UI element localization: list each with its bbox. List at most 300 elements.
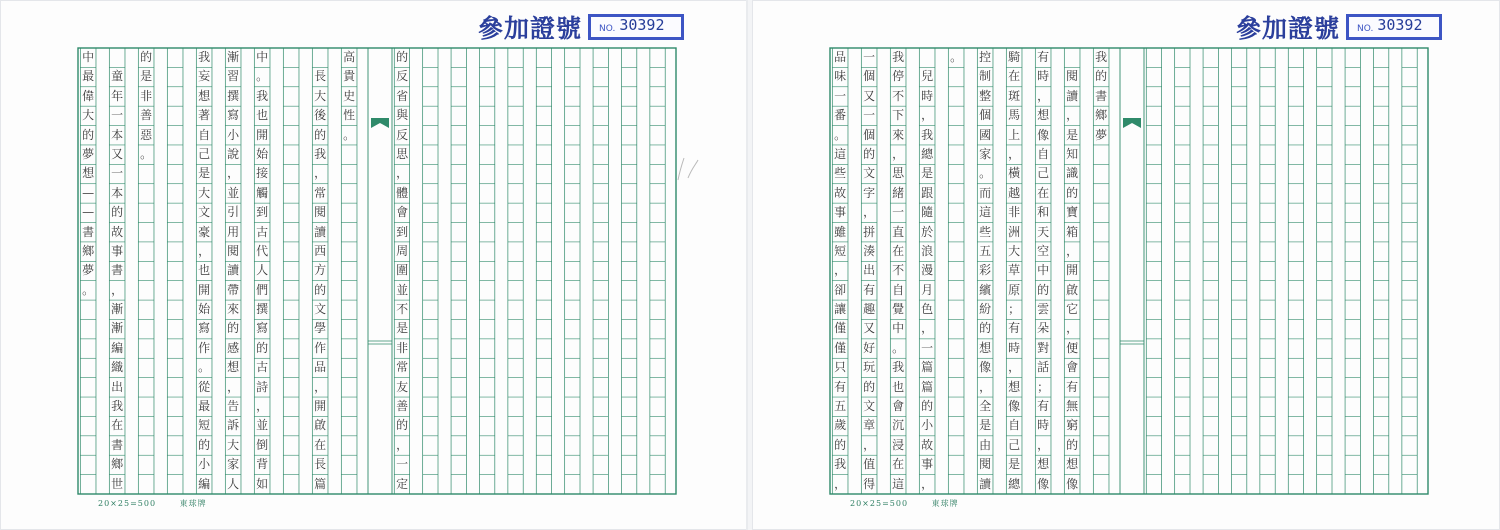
essay-char: 閱 bbox=[227, 243, 240, 258]
essay-char: 像 bbox=[979, 360, 992, 375]
essay-char: 童 bbox=[111, 69, 124, 84]
essay-char: 章 bbox=[863, 418, 876, 433]
essay-char: 善 bbox=[396, 399, 409, 414]
essay-char: 原 bbox=[1008, 282, 1021, 297]
essay-char bbox=[1061, 48, 1083, 67]
essay-char: ， bbox=[892, 146, 905, 161]
essay-char: 。 bbox=[979, 166, 992, 181]
essay-char: 時 bbox=[1008, 340, 1021, 355]
essay-char: 僅 bbox=[834, 340, 847, 355]
essay-char: ， bbox=[1066, 108, 1079, 123]
essay-char: 馬 bbox=[1008, 108, 1021, 123]
essay-char: 越 bbox=[1008, 185, 1021, 200]
essay-char: 這 bbox=[892, 476, 905, 491]
essay-char: 閱 bbox=[1066, 69, 1079, 84]
essay-char: ， bbox=[396, 437, 409, 452]
essay-char: 中 bbox=[1037, 263, 1050, 278]
essay-char: 在 bbox=[892, 243, 905, 258]
essay-char: 來 bbox=[227, 302, 240, 317]
essay-char: 拼 bbox=[863, 224, 876, 239]
essay-char: 箱 bbox=[1066, 224, 1079, 239]
essay-char: 事 bbox=[834, 205, 847, 220]
essay-char: 有 bbox=[834, 379, 847, 394]
essay-char: 有 bbox=[863, 282, 876, 297]
essay-char: 是 bbox=[979, 418, 992, 433]
essay-char: ， bbox=[863, 437, 876, 452]
essay-char bbox=[309, 48, 331, 67]
paper-footer-right bbox=[850, 498, 959, 509]
essay-char: 自 bbox=[1037, 146, 1050, 161]
essay-column bbox=[193, 48, 215, 494]
essay-char: 寫 bbox=[256, 321, 269, 336]
essay-char: 彩 bbox=[979, 263, 992, 278]
essay-column bbox=[77, 48, 99, 300]
essay-char: 感 bbox=[227, 340, 240, 355]
essay-char: ， bbox=[227, 379, 240, 394]
essay-char: 篇 bbox=[314, 476, 327, 491]
page-edge bbox=[746, 0, 748, 530]
essay-char: 跟 bbox=[921, 185, 934, 200]
essay-column bbox=[338, 48, 360, 145]
essay-column bbox=[1061, 48, 1083, 494]
essay-char: 並 bbox=[256, 418, 269, 433]
fishtail-marker bbox=[371, 118, 389, 128]
essay-char: 。 bbox=[834, 127, 847, 142]
essay-char: 人 bbox=[256, 263, 269, 278]
essay-char: 浪 bbox=[921, 243, 934, 258]
essay-char: 書 bbox=[111, 263, 124, 278]
essay-char: 讀 bbox=[1066, 88, 1079, 103]
essay-char: 圍 bbox=[396, 263, 409, 278]
essay-char: 也 bbox=[256, 108, 269, 123]
essay-char: 夢 bbox=[1095, 127, 1108, 142]
essay-char: 非 bbox=[396, 340, 409, 355]
essay-char: ， bbox=[921, 476, 934, 491]
essay-char: 反 bbox=[396, 127, 409, 142]
essay-char: 的 bbox=[1095, 69, 1108, 84]
paper-spec: 20×25=500 bbox=[850, 499, 909, 508]
essay-char: 事 bbox=[111, 243, 124, 258]
essay-char: 周 bbox=[396, 243, 409, 258]
essay-char: 我 bbox=[892, 50, 905, 64]
essay-char: 背 bbox=[256, 457, 269, 472]
essay-char: 作 bbox=[198, 340, 211, 355]
essay-char: 我 bbox=[892, 360, 905, 375]
essay-char: 的 bbox=[396, 50, 409, 64]
essay-char: 年 bbox=[111, 88, 124, 103]
essay-char: 文 bbox=[314, 302, 327, 317]
essay-char: 想 bbox=[1008, 379, 1021, 394]
essay-char: 的 bbox=[140, 50, 153, 64]
essay-char: 在 bbox=[1037, 185, 1050, 200]
essay-char: ， bbox=[396, 166, 409, 181]
essay-char: 故 bbox=[921, 437, 934, 452]
essay-char: 最 bbox=[82, 69, 95, 84]
essay-char: 的 bbox=[1066, 437, 1079, 452]
essay-char: 觸 bbox=[256, 185, 269, 200]
essay-char: 浸 bbox=[892, 437, 905, 452]
essay-char: 些 bbox=[834, 166, 847, 181]
essay-char: 人 bbox=[227, 476, 240, 491]
essay-char: 月 bbox=[921, 282, 934, 297]
essay-char: 並 bbox=[396, 282, 409, 297]
essay-char: ， bbox=[1008, 360, 1021, 375]
essay-char: 篇 bbox=[921, 360, 934, 375]
essay-char: 貴 bbox=[343, 69, 356, 84]
essay-char: 告 bbox=[227, 399, 240, 414]
essay-char: 全 bbox=[979, 399, 992, 414]
essay-char: 時 bbox=[1037, 418, 1050, 433]
essay-char: 大 bbox=[314, 88, 327, 103]
essay-char: 史 bbox=[343, 88, 356, 103]
paper-brand: 東球牌 bbox=[179, 499, 207, 508]
essay-char: 朵 bbox=[1037, 321, 1050, 336]
essay-column bbox=[106, 48, 128, 494]
essay-char: 下 bbox=[892, 108, 905, 123]
essay-char: 自 bbox=[892, 282, 905, 297]
essay-char: 西 bbox=[314, 243, 327, 258]
essay-char: 開 bbox=[198, 282, 211, 297]
essay-char: 中 bbox=[256, 50, 269, 64]
essay-char: 像 bbox=[1066, 476, 1079, 491]
essay-char: 又 bbox=[111, 146, 124, 161]
essay-char: 啟 bbox=[314, 418, 327, 433]
essay-char: 家 bbox=[227, 457, 240, 472]
essay-char: 的 bbox=[396, 418, 409, 433]
essay-column bbox=[391, 48, 413, 494]
essay-char: 鄉 bbox=[1095, 108, 1108, 123]
essay-char: 短 bbox=[198, 418, 211, 433]
essay-char: 在 bbox=[111, 418, 124, 433]
essay-char: 並 bbox=[227, 185, 240, 200]
essay-char: 常 bbox=[314, 185, 327, 200]
essay-char: 性 bbox=[343, 108, 356, 123]
essay-char: ， bbox=[1066, 243, 1079, 258]
essay-char: 天 bbox=[1037, 224, 1050, 239]
essay-char: 想 bbox=[227, 360, 240, 375]
essay-char: 中 bbox=[82, 50, 95, 64]
essay-char: 一 bbox=[396, 457, 409, 472]
essay-char: 覺 bbox=[892, 302, 905, 317]
essay-char: 夢 bbox=[82, 263, 95, 278]
certificate-no-prefix: NO. bbox=[1357, 24, 1374, 34]
essay-char: 歲 bbox=[834, 418, 847, 433]
essay-char: 直 bbox=[892, 224, 905, 239]
essay-char: 整 bbox=[979, 88, 992, 103]
essay-char: 話 bbox=[1037, 360, 1050, 375]
essay-char: 常 bbox=[396, 360, 409, 375]
essay-char: 家 bbox=[979, 146, 992, 161]
essay-char: 善 bbox=[140, 108, 153, 123]
essay-char: ， bbox=[1037, 88, 1050, 103]
pencil-mark bbox=[668, 150, 708, 190]
essay-char: 我 bbox=[314, 146, 327, 161]
essay-char: 一 bbox=[921, 340, 934, 355]
essay-char: 古 bbox=[256, 224, 269, 239]
essay-char: 鄉 bbox=[111, 457, 124, 472]
essay-char: 故 bbox=[834, 185, 847, 200]
essay-char: 緒 bbox=[892, 185, 905, 200]
essay-char: 知 bbox=[1066, 146, 1079, 161]
essay-char: 閱 bbox=[314, 205, 327, 220]
essay-char: 開 bbox=[1066, 263, 1079, 278]
essay-char: 便 bbox=[1066, 340, 1079, 355]
essay-char: 方 bbox=[314, 263, 327, 278]
essay-char: 是 bbox=[198, 166, 211, 181]
certificate-number: 30392 bbox=[1377, 16, 1423, 34]
essay-char: 國 bbox=[979, 127, 992, 142]
essay-char: 不 bbox=[892, 263, 905, 278]
essay-column bbox=[135, 48, 157, 164]
essay-char: 撰 bbox=[256, 302, 269, 317]
essay-char: 的 bbox=[227, 321, 240, 336]
essay-char: 體 bbox=[396, 185, 409, 200]
essay-char: 這 bbox=[834, 146, 847, 161]
essay-char: 事 bbox=[921, 457, 934, 472]
essay-char: 是 bbox=[140, 69, 153, 84]
essay-char: ， bbox=[256, 399, 269, 414]
essay-char: 最 bbox=[198, 399, 211, 414]
essay-char: 的 bbox=[198, 437, 211, 452]
essay-char: 讓 bbox=[834, 302, 847, 317]
essay-char: 像 bbox=[1037, 127, 1050, 142]
essay-char: 的 bbox=[1066, 185, 1079, 200]
essay-char: 撰 bbox=[227, 88, 240, 103]
essay-char: 高 bbox=[343, 50, 356, 64]
essay-char: 窮 bbox=[1066, 418, 1079, 433]
essay-char bbox=[106, 48, 128, 67]
essay-char: 沉 bbox=[892, 418, 905, 433]
essay-char: 。 bbox=[256, 69, 269, 84]
essay-char: 草 bbox=[1008, 263, 1021, 278]
essay-char: 品 bbox=[314, 360, 327, 375]
essay-char: ， bbox=[979, 379, 992, 394]
essay-column bbox=[1090, 48, 1112, 145]
essay-char: 我 bbox=[921, 127, 934, 142]
essay-char: 小 bbox=[227, 127, 240, 142]
essay-char: 從 bbox=[198, 379, 211, 394]
essay-char: 寫 bbox=[198, 321, 211, 336]
essay-char: 騎 bbox=[1008, 50, 1021, 64]
essay-char: 短 bbox=[834, 243, 847, 258]
essay-char: 自 bbox=[1008, 418, 1021, 433]
essay-char: 五 bbox=[979, 243, 992, 258]
answer-sheet-left bbox=[0, 0, 748, 530]
essay-char bbox=[916, 48, 938, 67]
essay-char: 有 bbox=[1008, 321, 1021, 336]
essay-column bbox=[1032, 48, 1054, 494]
essay-char: ， bbox=[834, 263, 847, 278]
essay-char: 個 bbox=[863, 69, 876, 84]
essay-char: 編 bbox=[198, 476, 211, 491]
essay-char: 非 bbox=[1008, 205, 1021, 220]
essay-char: 自 bbox=[198, 127, 211, 142]
essay-char: 作 bbox=[314, 340, 327, 355]
essay-char: 在 bbox=[892, 457, 905, 472]
essay-char: 時 bbox=[921, 88, 934, 103]
essay-char: 又 bbox=[863, 321, 876, 336]
essay-char: 故 bbox=[111, 224, 124, 239]
paper-footer-left bbox=[98, 498, 207, 509]
essay-char: 一 bbox=[834, 88, 847, 103]
essay-char: 而 bbox=[979, 185, 992, 200]
essay-char: 己 bbox=[198, 146, 211, 161]
essay-char: ， bbox=[198, 243, 211, 258]
essay-char: 的 bbox=[111, 205, 124, 220]
essay-char: 我 bbox=[834, 457, 847, 472]
certificate-no-prefix: NO. bbox=[599, 24, 616, 34]
essay-char: 於 bbox=[921, 224, 934, 239]
essay-char: 個 bbox=[863, 127, 876, 142]
essay-char: 總 bbox=[1008, 476, 1021, 491]
essay-char: 。 bbox=[82, 282, 95, 297]
essay-char: 說 bbox=[227, 146, 240, 161]
essay-char: ， bbox=[834, 476, 847, 491]
essay-char: 得 bbox=[863, 476, 876, 491]
essay-char: 味 bbox=[834, 69, 847, 84]
essay-char: 一 bbox=[863, 108, 876, 123]
essay-char: 像 bbox=[1037, 476, 1050, 491]
essay-char: 橫 bbox=[1008, 166, 1021, 181]
essay-char: 時 bbox=[1037, 69, 1050, 84]
essay-char: 小 bbox=[198, 457, 211, 472]
essay-char: 繽 bbox=[979, 282, 992, 297]
essay-char: 又 bbox=[863, 88, 876, 103]
essay-char: 鄉 bbox=[82, 243, 95, 258]
essay-char: 。 bbox=[343, 127, 356, 142]
essay-char: — bbox=[82, 185, 95, 200]
essay-char: 小 bbox=[921, 418, 934, 433]
essay-char: 這 bbox=[979, 205, 992, 220]
essay-char: 想 bbox=[979, 340, 992, 355]
essay-char: 來 bbox=[892, 127, 905, 142]
essay-char: 的 bbox=[863, 379, 876, 394]
fishtail-marker bbox=[1123, 118, 1141, 128]
essay-char: 本 bbox=[111, 127, 124, 142]
essay-char: 無 bbox=[1066, 399, 1079, 414]
essay-char: 豪 bbox=[198, 224, 211, 239]
essay-char: 思 bbox=[892, 166, 905, 181]
essay-char: 湊 bbox=[863, 243, 876, 258]
essay-char: 會 bbox=[1066, 360, 1079, 375]
essay-char: 會 bbox=[892, 399, 905, 414]
essay-char: 古 bbox=[256, 360, 269, 375]
essay-char: 如 bbox=[256, 476, 269, 491]
essay-char: 也 bbox=[198, 263, 211, 278]
essay-char: 一 bbox=[892, 205, 905, 220]
essay-char: 個 bbox=[979, 108, 992, 123]
essay-char: 品 bbox=[834, 50, 847, 64]
essay-char: 夢 bbox=[82, 146, 95, 161]
essay-char: ， bbox=[111, 282, 124, 297]
essay-char: 大 bbox=[1008, 243, 1021, 258]
essay-column bbox=[974, 48, 996, 494]
essay-char: 是 bbox=[396, 321, 409, 336]
essay-char: 長 bbox=[314, 457, 327, 472]
essay-char: 與 bbox=[396, 108, 409, 123]
essay-char: 在 bbox=[314, 437, 327, 452]
paper-brand: 東球牌 bbox=[931, 499, 959, 508]
essay-column bbox=[916, 48, 938, 494]
essay-char: 長 bbox=[314, 69, 327, 84]
certificate-number: 30392 bbox=[619, 16, 665, 34]
essay-char: 由 bbox=[979, 437, 992, 452]
essay-char: 大 bbox=[82, 108, 95, 123]
essay-char: 斑 bbox=[1008, 88, 1021, 103]
certificate-label: 參加證號 bbox=[478, 14, 583, 43]
essay-char: 趣 bbox=[863, 302, 876, 317]
essay-char: 的 bbox=[863, 146, 876, 161]
essay-char: 漸 bbox=[227, 50, 240, 64]
essay-char: 洲 bbox=[1008, 224, 1021, 239]
essay-char: 色 bbox=[921, 302, 934, 317]
essay-char: ， bbox=[921, 108, 934, 123]
essay-char: 一 bbox=[111, 108, 124, 123]
essay-char: 習 bbox=[227, 69, 240, 84]
essay-char: 始 bbox=[256, 146, 269, 161]
essay-char: 紛 bbox=[979, 302, 992, 317]
essay-char: ， bbox=[863, 205, 876, 220]
essay-char: 惡 bbox=[140, 127, 153, 142]
essay-char: 們 bbox=[256, 282, 269, 297]
essay-char: 五 bbox=[834, 399, 847, 414]
essay-char: 雖 bbox=[834, 224, 847, 239]
essay-char: 是 bbox=[1066, 127, 1079, 142]
essay-char: 織 bbox=[111, 360, 124, 375]
essay-char: 制 bbox=[979, 69, 992, 84]
essay-char: 思 bbox=[396, 146, 409, 161]
essay-char: 一 bbox=[863, 50, 876, 64]
essay-char: 想 bbox=[198, 88, 211, 103]
essay-char: 本 bbox=[111, 185, 124, 200]
essay-char: 出 bbox=[111, 379, 124, 394]
essay-char: 是 bbox=[1008, 457, 1021, 472]
essay-char: 用 bbox=[227, 224, 240, 239]
essay-char: 妄 bbox=[198, 69, 211, 84]
essay-char: 讀 bbox=[227, 263, 240, 278]
essay-char: 想 bbox=[82, 166, 95, 181]
essay-char: 書 bbox=[1095, 88, 1108, 103]
essay-column bbox=[858, 48, 880, 494]
essay-char: 空 bbox=[1037, 243, 1050, 258]
essay-char: 字 bbox=[863, 185, 876, 200]
essay-char: 的 bbox=[921, 399, 934, 414]
essay-char: 定 bbox=[396, 476, 409, 491]
essay-char: 寶 bbox=[1066, 205, 1079, 220]
essay-column bbox=[309, 48, 331, 494]
essay-char: 玩 bbox=[863, 360, 876, 375]
essay-char: 中 bbox=[892, 321, 905, 336]
essay-char: 。 bbox=[198, 360, 211, 375]
essay-char: 偉 bbox=[82, 88, 95, 103]
essay-char: 在 bbox=[1008, 69, 1021, 84]
essay-char: ， bbox=[314, 379, 327, 394]
essay-char: 文 bbox=[863, 399, 876, 414]
essay-char: 啟 bbox=[1066, 282, 1079, 297]
essay-char: 是 bbox=[921, 166, 934, 181]
essay-char: 開 bbox=[256, 127, 269, 142]
essay-char: 總 bbox=[921, 146, 934, 161]
essay-char: ； bbox=[1008, 302, 1021, 317]
essay-char: 的 bbox=[834, 437, 847, 452]
essay-char: 倒 bbox=[256, 437, 269, 452]
essay-char: 有 bbox=[1066, 379, 1079, 394]
essay-char: 我 bbox=[198, 50, 211, 64]
essay-char: 文 bbox=[863, 166, 876, 181]
essay-char: 大 bbox=[198, 185, 211, 200]
essay-char: 。 bbox=[140, 146, 153, 161]
essay-char: 只 bbox=[834, 360, 847, 375]
